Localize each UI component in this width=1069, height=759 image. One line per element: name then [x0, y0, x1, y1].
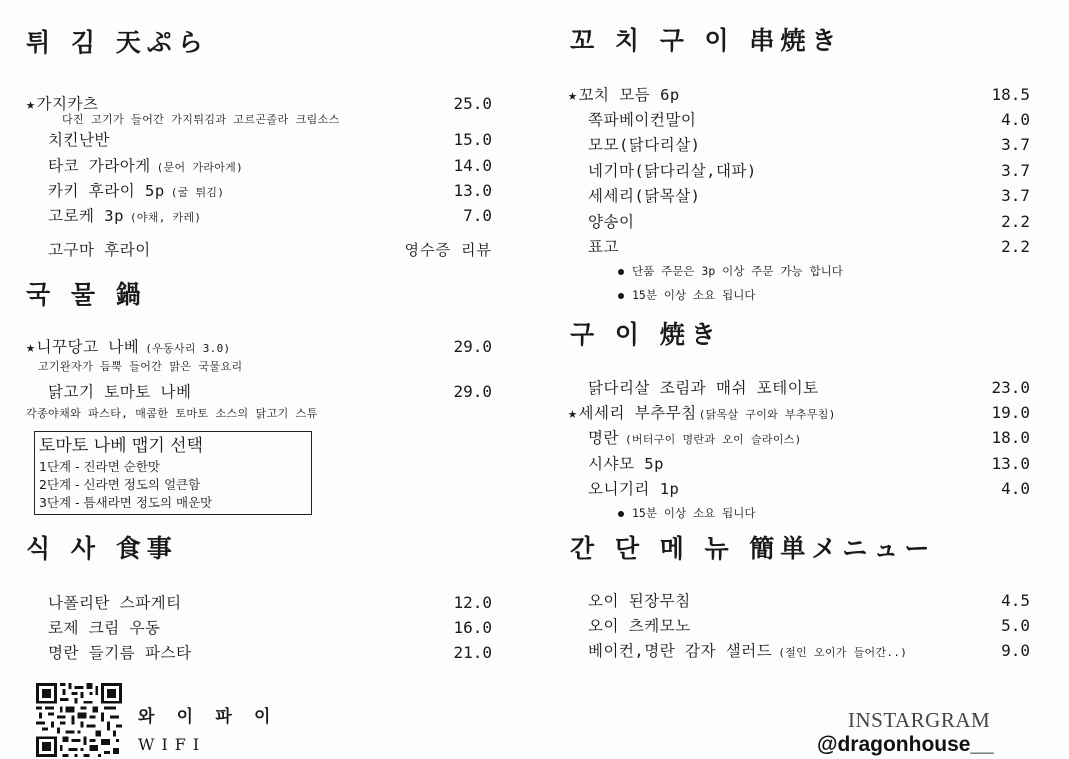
menu-item	[568, 109, 1030, 131]
spice-box-title: 토마토 나베 맵기 선택	[39, 436, 204, 456]
item-price: 2.2	[1001, 237, 1030, 256]
menu-item	[26, 205, 492, 227]
menu-item	[568, 377, 1030, 399]
section-title-fried: 튀 김 天ぷら	[26, 28, 209, 57]
bullet-icon	[618, 511, 624, 517]
bullet-icon	[618, 293, 624, 299]
item-price: 12.0	[453, 593, 492, 612]
item-name: 쪽파베이컨말이	[588, 111, 697, 129]
item-name: 니꾸당고 나베	[36, 338, 140, 356]
item-name: 모모(닭다리살)	[588, 136, 701, 154]
item-description: 고기완자가 듬뿍 들어간 맑은 국물요리	[38, 360, 243, 373]
menu-item	[26, 381, 492, 403]
item-note: (문어 가라아게)	[156, 161, 243, 174]
item-note: (우동사리 3.0)	[145, 342, 231, 355]
item-price: 29.0	[453, 382, 492, 401]
qr-code-icon[interactable]	[36, 683, 122, 757]
item-price: 18.5	[991, 85, 1030, 104]
menu-item	[26, 239, 492, 261]
menu-item	[568, 453, 1030, 475]
spice-level-3: 3단계 - 틈새라면 정도의 매운맛	[39, 495, 213, 510]
menu-item	[568, 478, 1030, 500]
item-name: 치킨난반	[48, 131, 110, 149]
menu-item	[26, 336, 492, 358]
item-note: (굴 튀김)	[170, 186, 225, 199]
item-price: 23.0	[991, 378, 1030, 397]
item-name: 닭다리살 조림과 매쉬 포테이토	[588, 379, 819, 397]
item-name: 양송이	[588, 213, 635, 231]
instagram-label: INSTARGRAM	[848, 708, 991, 732]
menu-item	[26, 155, 492, 177]
item-name: 세세리 부추무침	[578, 404, 697, 422]
instagram-handle[interactable]: @dragonhouse__	[817, 733, 994, 756]
item-name: 명란 들기름 파스타	[48, 644, 192, 662]
section-title-grill: 구 이 焼き	[570, 320, 722, 349]
item-note: (닭목살 구이와 부추무침)	[698, 408, 836, 421]
item-name: 표고	[588, 238, 619, 256]
item-price: 5.0	[1001, 616, 1030, 635]
menu-item	[568, 427, 1030, 449]
menu-item	[568, 160, 1030, 182]
star-icon: ★	[26, 338, 36, 356]
item-price: 4.0	[1001, 110, 1030, 129]
menu-item	[26, 617, 492, 639]
star-icon: ★	[568, 404, 578, 422]
item-price: 19.0	[991, 403, 1030, 422]
menu-item	[26, 129, 492, 151]
item-name: 네기마(닭다리살,대파)	[588, 162, 757, 180]
item-name: 가지카츠	[36, 95, 99, 113]
menu-item	[26, 592, 492, 614]
item-price: 3.7	[1001, 135, 1030, 154]
menu-item	[568, 185, 1030, 207]
item-description: 각종야채와 파스타, 매콤한 토마토 소스의 닭고기 스튜	[26, 407, 318, 420]
item-note: (버터구이 명란과 오이 슬라이스)	[624, 433, 802, 446]
item-name: 꼬치 모듬 6p	[578, 86, 680, 104]
item-price: 15.0	[453, 130, 492, 149]
section-title-hotpot: 국 물 鍋	[26, 280, 147, 309]
item-name: 세세리(닭목살)	[588, 187, 701, 205]
item-price: 2.2	[1001, 212, 1030, 231]
wifi-label-korean: 와 이 파 이	[138, 707, 277, 727]
menu-item	[26, 180, 492, 202]
skewer-note: 단품 주문은 3p 이상 주문 가능 합니다	[618, 263, 843, 279]
item-price: 16.0	[453, 618, 492, 637]
item-name: 로제 크림 우동	[48, 619, 161, 637]
item-name: 오니기리 1p	[588, 480, 680, 498]
item-price: 14.0	[453, 156, 492, 175]
wifi-label-english: WIFI	[138, 735, 207, 754]
item-price: 4.5	[1001, 591, 1030, 610]
menu-item	[568, 590, 1030, 612]
menu-item	[568, 402, 1030, 424]
menu-item	[568, 640, 1030, 662]
item-price: 21.0	[453, 643, 492, 662]
item-note: (절인 오이가 들어간..)	[778, 646, 908, 659]
item-price: 7.0	[463, 206, 492, 225]
item-price: 13.0	[453, 181, 492, 200]
spice-level-1: 1단계 - 진라면 순한맛	[39, 459, 160, 474]
menu-item	[568, 84, 1030, 106]
item-name: 오이 츠케모노	[588, 617, 691, 635]
item-price: 3.7	[1001, 161, 1030, 180]
item-name: 베이컨,명란 감자 샐러드	[588, 642, 773, 660]
item-price: 4.0	[1001, 479, 1030, 498]
section-title-meal: 식 사 食事	[26, 534, 178, 563]
item-name: 카키 후라이 5p	[48, 182, 165, 200]
menu-item	[568, 615, 1030, 637]
star-icon: ★	[568, 86, 578, 104]
spice-level-box	[34, 431, 312, 515]
item-name: 고로케 3p	[48, 207, 124, 225]
grill-note: 15분 이상 소요 됩니다	[618, 505, 756, 521]
item-price: 13.0	[991, 454, 1030, 473]
item-name: 타코 가라아게	[48, 157, 151, 175]
item-price: 25.0	[453, 94, 492, 113]
star-icon: ★	[26, 95, 36, 113]
item-description: 다진 고기가 들어간 가지튀김과 고르곤졸라 크림소스	[62, 113, 340, 126]
item-price: 18.0	[991, 428, 1030, 447]
bullet-icon	[618, 269, 624, 275]
skewer-note: 15분 이상 소요 됩니다	[618, 287, 756, 303]
menu-item	[568, 236, 1030, 258]
item-price: 29.0	[453, 337, 492, 356]
item-name: 나폴리탄 스파게티	[48, 594, 182, 612]
item-extra: 영수증 리뷰	[404, 241, 492, 259]
item-name: 명란	[588, 429, 619, 447]
item-price: 3.7	[1001, 186, 1030, 205]
item-note: (야채, 카레)	[129, 211, 202, 224]
section-title-snacks: 간 단 메 뉴 簡単メニュー	[570, 534, 936, 563]
item-name: 고구마 후라이	[48, 241, 151, 259]
item-name: 닭고기 토마토 나베	[48, 383, 192, 401]
item-name: 오이 된장무침	[588, 592, 691, 610]
item-name: 시샤모 5p	[588, 455, 664, 473]
section-title-skewers: 꼬 치 구 이 串焼き	[570, 26, 843, 55]
menu-item	[568, 211, 1030, 233]
item-price: 9.0	[1001, 641, 1030, 660]
menu-item	[568, 134, 1030, 156]
spice-level-2: 2단계 - 신라면 정도의 얼큰함	[39, 477, 201, 492]
menu-item	[26, 642, 492, 664]
